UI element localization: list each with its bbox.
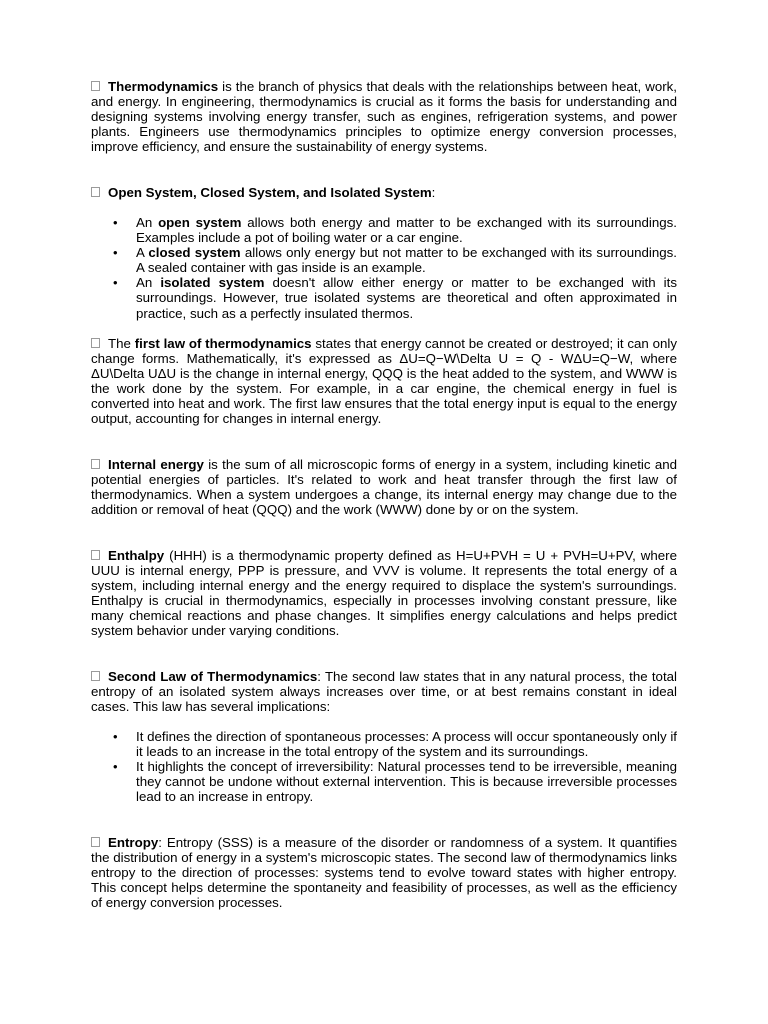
missing-glyph-icon [91,671,100,681]
list-item: • It defines the direction of spontaneous processes: A process will occur spontaneously only if it leads to an increase in the total entropy of the system and its surroundings. [91,729,677,759]
missing-glyph-icon [91,338,100,348]
systems-list [91,215,677,321]
thermodynamics-term: Thermodynamics [108,79,219,94]
missing-glyph-icon [91,187,100,197]
internal-energy-paragraph: Internal energy is the sum of all microscopic forms of energy in a system, including kinetic and potential energies of particles. It's related to work and heat transfer through the first law of thermodynamics. When a system undergoes a change, its internal energy may change due to the addition or removal of heat (QQQ) and the work (WWW) done by or on the system. [91,457,678,518]
missing-glyph-icon [91,81,100,91]
enthalpy-paragraph: Enthalpy (HHH) is a thermodynamic property defined as H=U+PVH = U + PVH=U+PV, where UUU is internal energy, PPP is pressure, and VVV is volume. It represents the total energy of a system, including internal energy and the energy required to displace the system's surroundings. Enthalpy is crucial in thermodynamics, especially in processes involving constant pressure, like many chemical reactions and phase changes. It simplifies energy calculations and helps predict system behavior under varying conditions. [91,548,677,639]
missing-glyph-icon [91,459,100,469]
first-law-paragraph: The first law of thermodynamics states that energy cannot be created or destroyed; it can only change forms. Mathematically, it's expressed as ΔU=Q−W\Delta U = Q - WΔU=Q−W, where ΔU\Delta UΔU is the change in internal energy, QQQ is the heat added to the system, and WWW is the work done by the system. For example, in a car engine, the chemical energy in fuel is converted into heat and work. The first law ensures that the total energy input is equal to the energy output, accounting for changes in internal energy. [91,336,678,427]
missing-glyph-icon [91,550,100,560]
missing-glyph-icon [91,837,100,847]
systems-heading: Open System, Closed System, and Isolated System: [91,185,677,200]
list-item: • It highlights the concept of irreversibility: Natural processes tend to be irreversible, meaning they cannot be undone without external intervention. This is because irreversible processes lead to an increase in entropy. [91,759,677,804]
thermodynamics-paragraph: Thermodynamics is the branch of physics that deals with the relationships between heat, work, and energy. In engineering, thermodynamics is crucial as it forms the basis for understanding and designing systems involving energy transfer, such as engines, refrigeration systems, and power plants. Engineers use thermodynamics principles to optimize energy conversion processes, improve efficiency, and ensure the sustainability of energy systems. [91,79,677,155]
entropy-paragraph: Entropy: Entropy (SSS) is a measure of the disorder or randomness of a system. It quantifies the distribution of energy in a system's microscopic states. The second law of thermodynamics links entropy to the direction of processes: systems tend to evolve toward states with higher entropy. This concept helps determine the spontaneity and feasibility of processes, as well as the efficiency of energy conversion processes. [91,835,677,911]
implications-list [91,729,677,804]
list-item: • A closed system allows only energy but not matter to be exchanged with its surroundings. A sealed container with gas inside is an example. [91,245,677,275]
list-item: • An isolated system doesn't allow either energy or matter to be exchanged with its surroundings. However, true isolated systems are theoretical and often approximated in practice, such as a perfectly insulated thermos. [91,275,677,320]
second-law-paragraph: Second Law of Thermodynamics: The second law states that in any natural process, the total entropy of an isolated system always increases over time, or at best remains constant in ideal cases. This law has several implications: [91,669,677,715]
list-item: • An open system allows both energy and matter to be exchanged with its surroundings. Examples include a pot of boiling water or a car engine. [91,215,677,245]
